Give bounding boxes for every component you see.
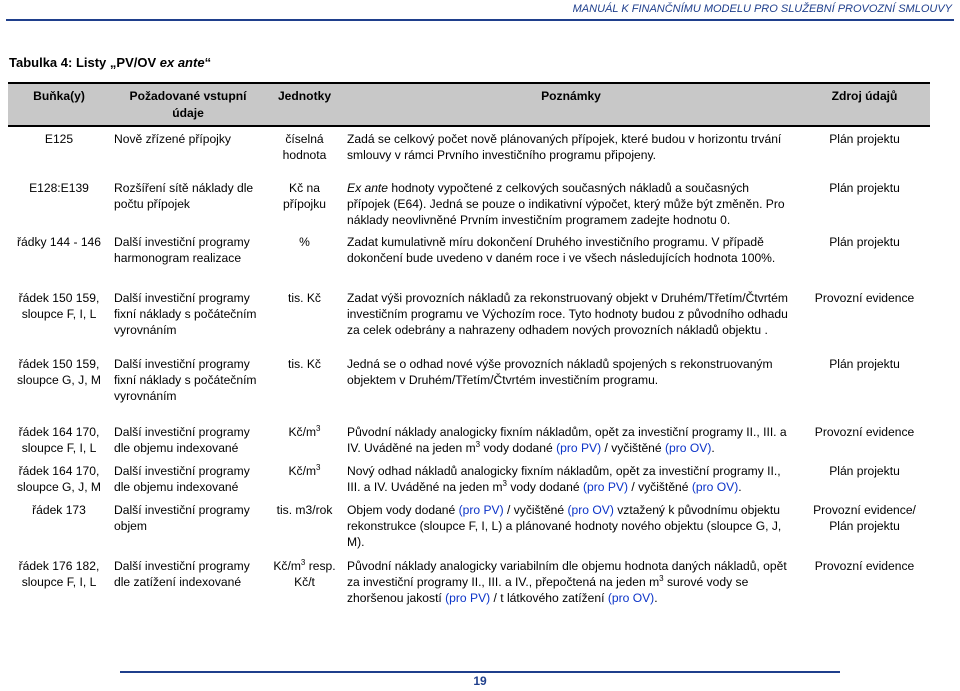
cell-source: Provozní evidence <box>814 291 915 305</box>
table-row <box>8 422 930 462</box>
col-header-notes: Poznámky <box>343 83 799 126</box>
notes-highlight: (pro PV) <box>582 480 628 494</box>
units-text: Kč/m <box>288 425 317 439</box>
table-caption <box>9 55 211 70</box>
units-superscript: 3 <box>316 424 321 433</box>
notes-highlight: (pro OV) <box>567 503 614 517</box>
cell-units: % <box>299 235 310 249</box>
cell-units <box>266 556 343 616</box>
notes-highlight: (pro PV) <box>445 591 491 605</box>
notes-text: . <box>711 441 715 455</box>
col-header-input: Požadované vstupní údaje <box>110 83 266 126</box>
table-row <box>8 462 930 500</box>
units-suffix: resp. Kč/t <box>294 559 336 589</box>
cell-notes <box>343 500 799 556</box>
cell-units: tis. Kč <box>288 291 321 305</box>
col-header-units: Jednotky <box>266 83 343 126</box>
cell-source: Plán projektu <box>829 181 900 195</box>
notes-text: Původní náklady analogicky fixním nákladům, opět za investiční programy II., III. a IV. Uváděné na jeden m <box>347 425 787 455</box>
header-rule <box>6 19 954 21</box>
table-row <box>8 126 930 172</box>
cell-source: Plán projektu <box>829 235 900 249</box>
cell-source: Provozní evidence/ Plán projektu <box>813 503 916 533</box>
cell-units: číselná hodnota <box>282 132 327 162</box>
notes-superscript: 3 <box>659 574 664 583</box>
notes-highlight: (pro OV) <box>691 480 739 494</box>
notes-text: vody dodané <box>506 480 583 494</box>
caption-italic: ex ante <box>159 55 205 70</box>
cell-input: Další investiční programy harmonogram realizace <box>114 235 250 265</box>
cell-ref: řádek 176 182, sloupce F, I, L <box>18 559 100 589</box>
notes-superscript: 3 <box>502 479 507 488</box>
notes-highlight: (pro OV) <box>664 441 712 455</box>
notes-text: . <box>738 480 742 494</box>
cell-input: Další investiční programy dle objemu indexované <box>114 425 250 455</box>
notes-text: Objem vody dodané <box>347 503 459 517</box>
table-row <box>8 352 930 422</box>
cell-notes <box>343 422 799 462</box>
cell-ref: řádek 164 170, sloupce G, J, M <box>16 464 101 494</box>
cell-source: Provozní evidence <box>814 425 915 439</box>
cell-ref: E128:E139 <box>29 181 89 195</box>
cell-ref: řádky 144 - 146 <box>16 235 102 249</box>
caption-suffix: “ <box>204 55 212 70</box>
cell-units <box>266 422 343 462</box>
cell-ref: řádek 164 170, sloupce F, I, L <box>18 425 100 455</box>
cell-input: Další investiční programy dle zatížení indexované <box>114 559 250 589</box>
cell-units: Kč na přípojku <box>282 181 327 211</box>
table-row <box>8 556 930 616</box>
notes-text: / vyčištěné <box>628 480 692 494</box>
cell-units: tis. Kč <box>288 357 321 371</box>
cell-input: Další investiční programy fixní náklady s počátečním vyrovnáním <box>114 357 257 403</box>
cell-source: Provozní evidence <box>814 559 915 573</box>
cell-notes: Zadat výši provozních nákladů za rekonstruovaný objekt v Druhém/Třetím/Čtvrtém investičním programu ve Výchozím roce. Tyto hodnoty budou z původního odhadu za celek odebrány a nahrazeny odhadem nových provozních nákladů objektu . <box>347 291 788 337</box>
notes-text: / vyčištěné <box>601 441 665 455</box>
notes-superscript: 3 <box>475 440 481 449</box>
table-row <box>8 284 930 352</box>
table-header-row <box>8 83 930 126</box>
col-header-cell: Buňka(y) <box>8 83 110 126</box>
footer-rule <box>120 671 840 673</box>
cell-ref: řádek 150 159, sloupce F, I, L <box>18 291 100 321</box>
cell-notes <box>343 556 799 616</box>
units-superscript: 3 <box>316 463 321 472</box>
cell-input: Další investiční programy objem <box>114 503 250 533</box>
notes-italic: Ex ante <box>347 181 389 195</box>
cell-notes: Zadá se celkový počet nově plánovaných přípojek, které budou v horizontu trvání smlouvy v rámci Prvního investičního programu připojeny. <box>347 132 782 162</box>
cell-input: Další investiční programy fixní náklady s počátečním vyrovnáním <box>114 291 257 337</box>
running-header: MANUÁL K FINANČNÍMU MODELU PRO SLUŽEBNÍ PROVOZNÍ SMLOUVY <box>572 3 952 15</box>
cell-notes: Jedná se o odhad nové výše provozních nákladů spojených s rekonstruovaným objektem v Druhém/Třetím/Čtvrtém investičním programu. <box>347 357 773 387</box>
col-header-source: Zdroj údajů <box>799 83 930 126</box>
cell-input: Další investiční programy dle objemu indexované <box>114 464 250 494</box>
cell-ref: E125 <box>44 132 74 146</box>
notes-text: surové vody se zhoršenou jakostí <box>347 575 749 605</box>
cell-notes <box>343 462 799 500</box>
inputs-table <box>8 82 930 616</box>
table-row <box>8 172 930 228</box>
cell-source: Plán projektu <box>829 357 900 371</box>
page-number: 19 <box>473 674 487 688</box>
notes-text: vztažený k původnímu objektu rekonstrukce (sloupce F, I, L) a plánované hodnoty nového objektu (sloupce G, J, M). <box>347 503 782 549</box>
cell-units: tis. m3/rok <box>276 503 333 517</box>
units-text: Kč/m <box>273 559 301 573</box>
caption-prefix: Tabulka 4: Listy „PV/OV <box>9 55 160 70</box>
cell-source: Plán projektu <box>829 464 900 478</box>
notes-highlight: (pro PV) <box>458 503 504 517</box>
notes-text: / t látkového zatížení <box>490 591 608 605</box>
cell-ref: řádek 150 159, sloupce G, J, M <box>16 357 101 387</box>
cell-source: Plán projektu <box>829 132 900 146</box>
notes-highlight: (pro OV) <box>607 591 655 605</box>
units-text: Kč/m <box>288 464 317 478</box>
notes-text: vody dodané <box>480 441 557 455</box>
units-superscript: 3 <box>300 558 306 567</box>
cell-input: Nově zřízené přípojky <box>114 132 231 146</box>
table-row <box>8 228 930 284</box>
notes-text: Nový odhad nákladů analogicky fixním nákladům, opět za investiční programy II., III. a IV. Uváděné na jeden m <box>347 464 781 494</box>
cell-units <box>266 462 343 500</box>
cell-notes <box>343 172 799 228</box>
cell-notes: Zadat kumulativně míru dokončení Druhého investičního programu. V případě dokončení bude uvedeno v daném roce i ve všech následujících hodnota 100%. <box>347 235 776 265</box>
cell-ref: řádek 173 <box>32 503 86 517</box>
notes-text: / vyčištěné <box>503 503 568 517</box>
notes-text: . <box>654 591 658 605</box>
table-row <box>8 500 930 556</box>
cell-input: Rozšíření sítě náklady dle počtu přípojek <box>114 181 254 211</box>
notes-text: Původní náklady analogicky variabilním dle objemu hodnota daných nákladů, opět za investiční programy II., III. a IV., přepočtená na jeden m <box>347 559 787 589</box>
notes-text: hodnoty vypočtené z celkových současných nákladů a současných přípojek (E64). Jedná se pouze o indikativní výpočet, který může být změněn. Pro náklady neovlivněné Prvním investičním programem zadejte hodnotu 0. <box>347 181 785 227</box>
notes-highlight: (pro PV) <box>556 441 602 455</box>
